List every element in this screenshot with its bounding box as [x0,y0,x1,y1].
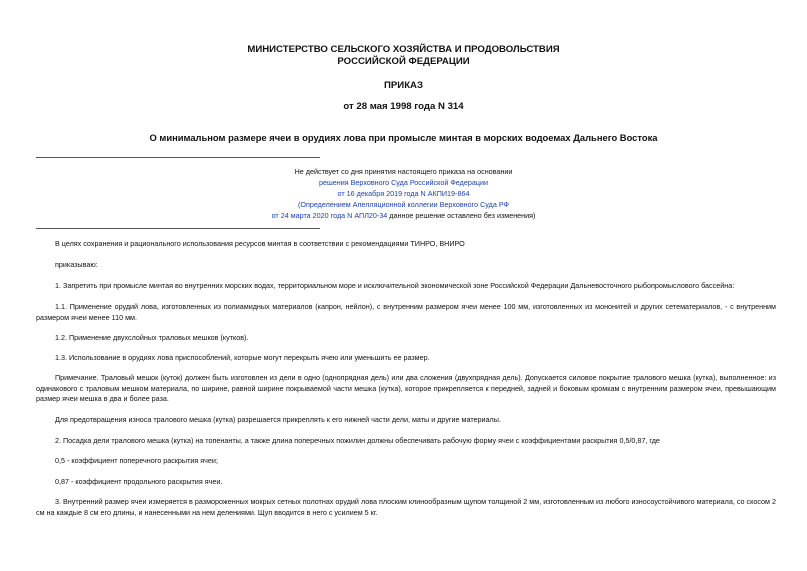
paragraph-3: 3. Внутренний размер ячеи измеряется в размороженных мокрых сетных полотнах орудий лова плоским клинообразным щупом толщиной 2 мм, изготовленным из любого износоустойчивого материала, со скосом 2 см на каждые 8 см его длины, и нанесенными на нем делениями. Щуп вводится в него с усилием 5 кг. [36,497,776,517]
document-title: О минимальном размере ячеи в орудиях лова при промысле минтая в морских водоемах Дальнего Востока [149,132,658,143]
ministry-line-2: РОССИЙСКОЙ ФЕДЕРАЦИИ [337,56,470,67]
divider-top [36,157,320,158]
court-decision-date-link[interactable]: от 16 декабря 2019 года N АКПИ19-864 [337,189,470,198]
paragraph-wear-protection: Для предотвращения износа тралового мешка (кутка) разрешается прикреплять к его нижней части дели, маты и другие материалы. [55,415,501,424]
document-type: ПРИКАЗ [384,80,423,91]
paragraph-note: Примечание. Траловый мешок (куток) должен быть изготовлен из дели в одно (однопрядная дель) или два сложения (двухпрядная дель). Допускается силовое покрытие тралового мешка (кутка), выполненное: из одинакового с траловым мешком материала, по ширине, равной ширине покрываемой части мешка (кутка), которое прикрепляется к передней, задней и боковым кромкам с внутренним размером ячеи, превышающим размер ячеи мешка в два и более раза. [36,373,776,404]
ministry-line-1: МИНИСТЕРСТВО СЕЛЬСКОГО ХОЗЯЙСТВА И ПРОДОВОЛЬСТВИЯ [247,44,560,55]
appeal-ruling-link[interactable]: (Определением Апелляционной коллегии Верховного Суда РФ [297,200,510,209]
status-notice [0,166,807,221]
paragraph-1-1: 1.1. Применение орудий лова, изготовленных из полиамидных материалов (капрон, нейлон), с внутренним размером ячеи менее 100 мм, изготовленных из мононитей и других сетематериалов, - с внутренним размером ячеи менее 110 мм. [36,302,776,322]
paragraph-1: 1. Запретить при промысле минтая во внутренних морских водах, территориальном море и исключительной экономической зоне Российской Федерации Дальневосточного рыбопромыслового бассейна: [55,281,735,290]
paragraph-1-2: 1.2. Применение двухслойных траловых мешков (кутков). [55,333,249,342]
court-decision-link[interactable]: решения Верховного Суда Российской Федерации [319,178,488,187]
ministry-heading [0,44,807,68]
notice-line-tail: данное решение оставлено без изменения) [387,211,536,220]
paragraph-1-3: 1.3. Использование в орудиях лова приспособлений, которые могут перекрыть ячею или уменьшить ее размер. [55,353,430,362]
paragraph-coef-longitudinal: 0,87 - коэффициент продольного раскрытия ячеи. [55,477,223,486]
paragraph-preamble: В целях сохранения и рационального использования ресурсов минтая в соответствии с рекомендациями ТИНРО, ВНИРО [55,239,465,248]
divider-bottom [36,228,320,229]
paragraph-2: 2. Посадка дели тралового мешка (кутка) на топенанты, а также длина поперечных пожилин должны обеспечивать рабочую форму ячеи с коэффициентами раскрытия 0,5/0,87, где [55,436,660,445]
paragraph-order: приказываю: [55,260,98,269]
notice-line-1: Не действует со дня принятия настоящего приказа на основании [294,167,513,176]
appeal-ruling-date-link[interactable]: от 24 марта 2020 года N АПЛ20-34 [271,211,388,220]
document-date: от 28 мая 1998 года N 314 [343,101,464,112]
paragraph-coef-transverse: 0,5 - коэффициент поперечного раскрытия ячеи; [55,456,218,465]
